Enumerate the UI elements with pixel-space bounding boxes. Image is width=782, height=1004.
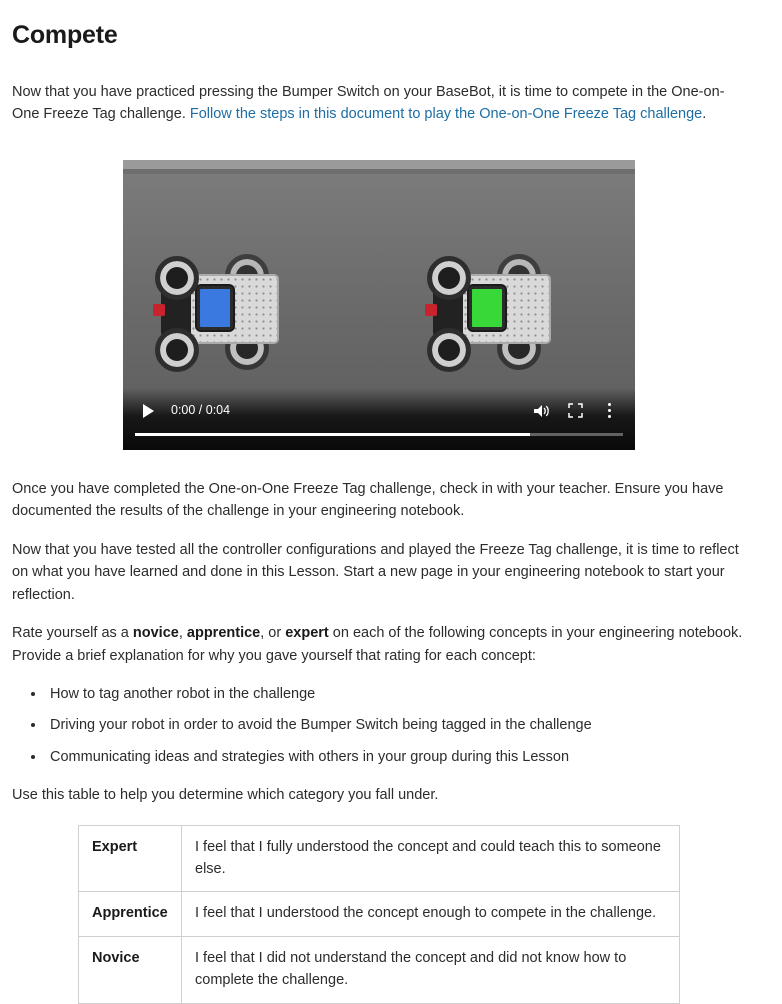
video-time-display: 0:00 / 0:04	[171, 403, 231, 417]
robot-brain-screen	[197, 286, 233, 330]
paragraph-rate-yourself	[12, 622, 746, 667]
paragraph-table-intro: Use this table to help you determine which category you fall under.	[12, 787, 439, 804]
video-container	[12, 160, 746, 450]
volume-icon[interactable]	[527, 398, 555, 424]
rate-text-4: on each of the following concepts in your engineering notebook. Provide a brief explanation for why you gave yourself that rating for each concept:	[12, 625, 743, 664]
rate-text-3: , or	[260, 625, 286, 642]
paragraph-reflection: Now that you have tested all the controller configurations and played the Freeze Tag challenge, it is time to reflect on what you have learned and done in this Lesson. Start a new page in your engineering notebook to start your reflection.	[12, 541, 739, 603]
wheel-icon	[427, 328, 471, 372]
intro-text-after-link: .	[702, 106, 707, 123]
play-icon[interactable]	[135, 398, 161, 424]
intro-paragraph	[12, 81, 746, 126]
video-player[interactable]	[123, 160, 635, 450]
paragraph-check-in: Once you have completed the One-on-One Freeze Tag challenge, check in with your teacher. Ensure you have documented the results of the challenge in your engineering notebook.	[12, 480, 724, 520]
rating-expert-label: expert	[285, 625, 329, 642]
list-item: • Communicating ideas and strategies with others in your group during this Lesson	[46, 746, 746, 768]
rating-table-wrapper	[12, 825, 746, 1004]
right-robot	[423, 252, 567, 382]
bumper-switch	[425, 304, 437, 316]
video-progress-fill	[135, 433, 530, 436]
rating-table	[78, 825, 680, 1004]
arena-back-wall	[123, 160, 635, 169]
video-controls-row	[123, 394, 635, 428]
rating-description: I feel that I fully understood the concept and could teach this to someone else.	[182, 825, 680, 892]
video-controls	[123, 388, 635, 450]
video-progress-bar[interactable]	[135, 433, 623, 436]
wheel-icon	[155, 328, 199, 372]
rating-category: Apprentice	[79, 892, 182, 937]
wheel-icon	[155, 256, 199, 300]
rating-novice-label: novice	[132, 625, 179, 642]
table-row	[79, 892, 680, 937]
robot-brain-screen	[469, 286, 505, 330]
rating-category: Expert	[79, 825, 182, 892]
fullscreen-icon[interactable]	[561, 398, 589, 424]
rate-text-1: Rate yourself as a	[12, 625, 133, 642]
intro-text-before-link: Now that you have practiced pressing the Bumper Switch on your BaseBot, it is time to compete in the One-on-One Freeze Tag challenge.	[12, 83, 725, 123]
more-options-icon[interactable]	[595, 398, 623, 424]
table-row	[79, 825, 680, 892]
concepts-list	[12, 683, 746, 768]
page-title: Compete	[12, 21, 118, 49]
wheel-icon	[427, 256, 471, 300]
bumper-switch	[153, 304, 165, 316]
list-item: • How to tag another robot in the challenge	[46, 683, 746, 705]
table-row	[79, 937, 680, 1004]
rating-description: I feel that I understood the concept enough to compete in the challenge.	[182, 892, 680, 937]
rating-category: Novice	[79, 937, 182, 1004]
list-item: • Driving your robot in order to avoid the Bumper Switch being tagged in the challenge	[46, 714, 746, 736]
rating-description: I feel that I did not understand the concept and did not know how to complete the challenge.	[182, 937, 680, 1004]
left-robot	[151, 252, 295, 382]
rating-apprentice-label: apprentice	[186, 625, 261, 642]
rate-text-2: ,	[178, 625, 187, 642]
freeze-tag-document-link[interactable]: Follow the steps in this document to play the One-on-One Freeze Tag challenge	[189, 106, 703, 123]
